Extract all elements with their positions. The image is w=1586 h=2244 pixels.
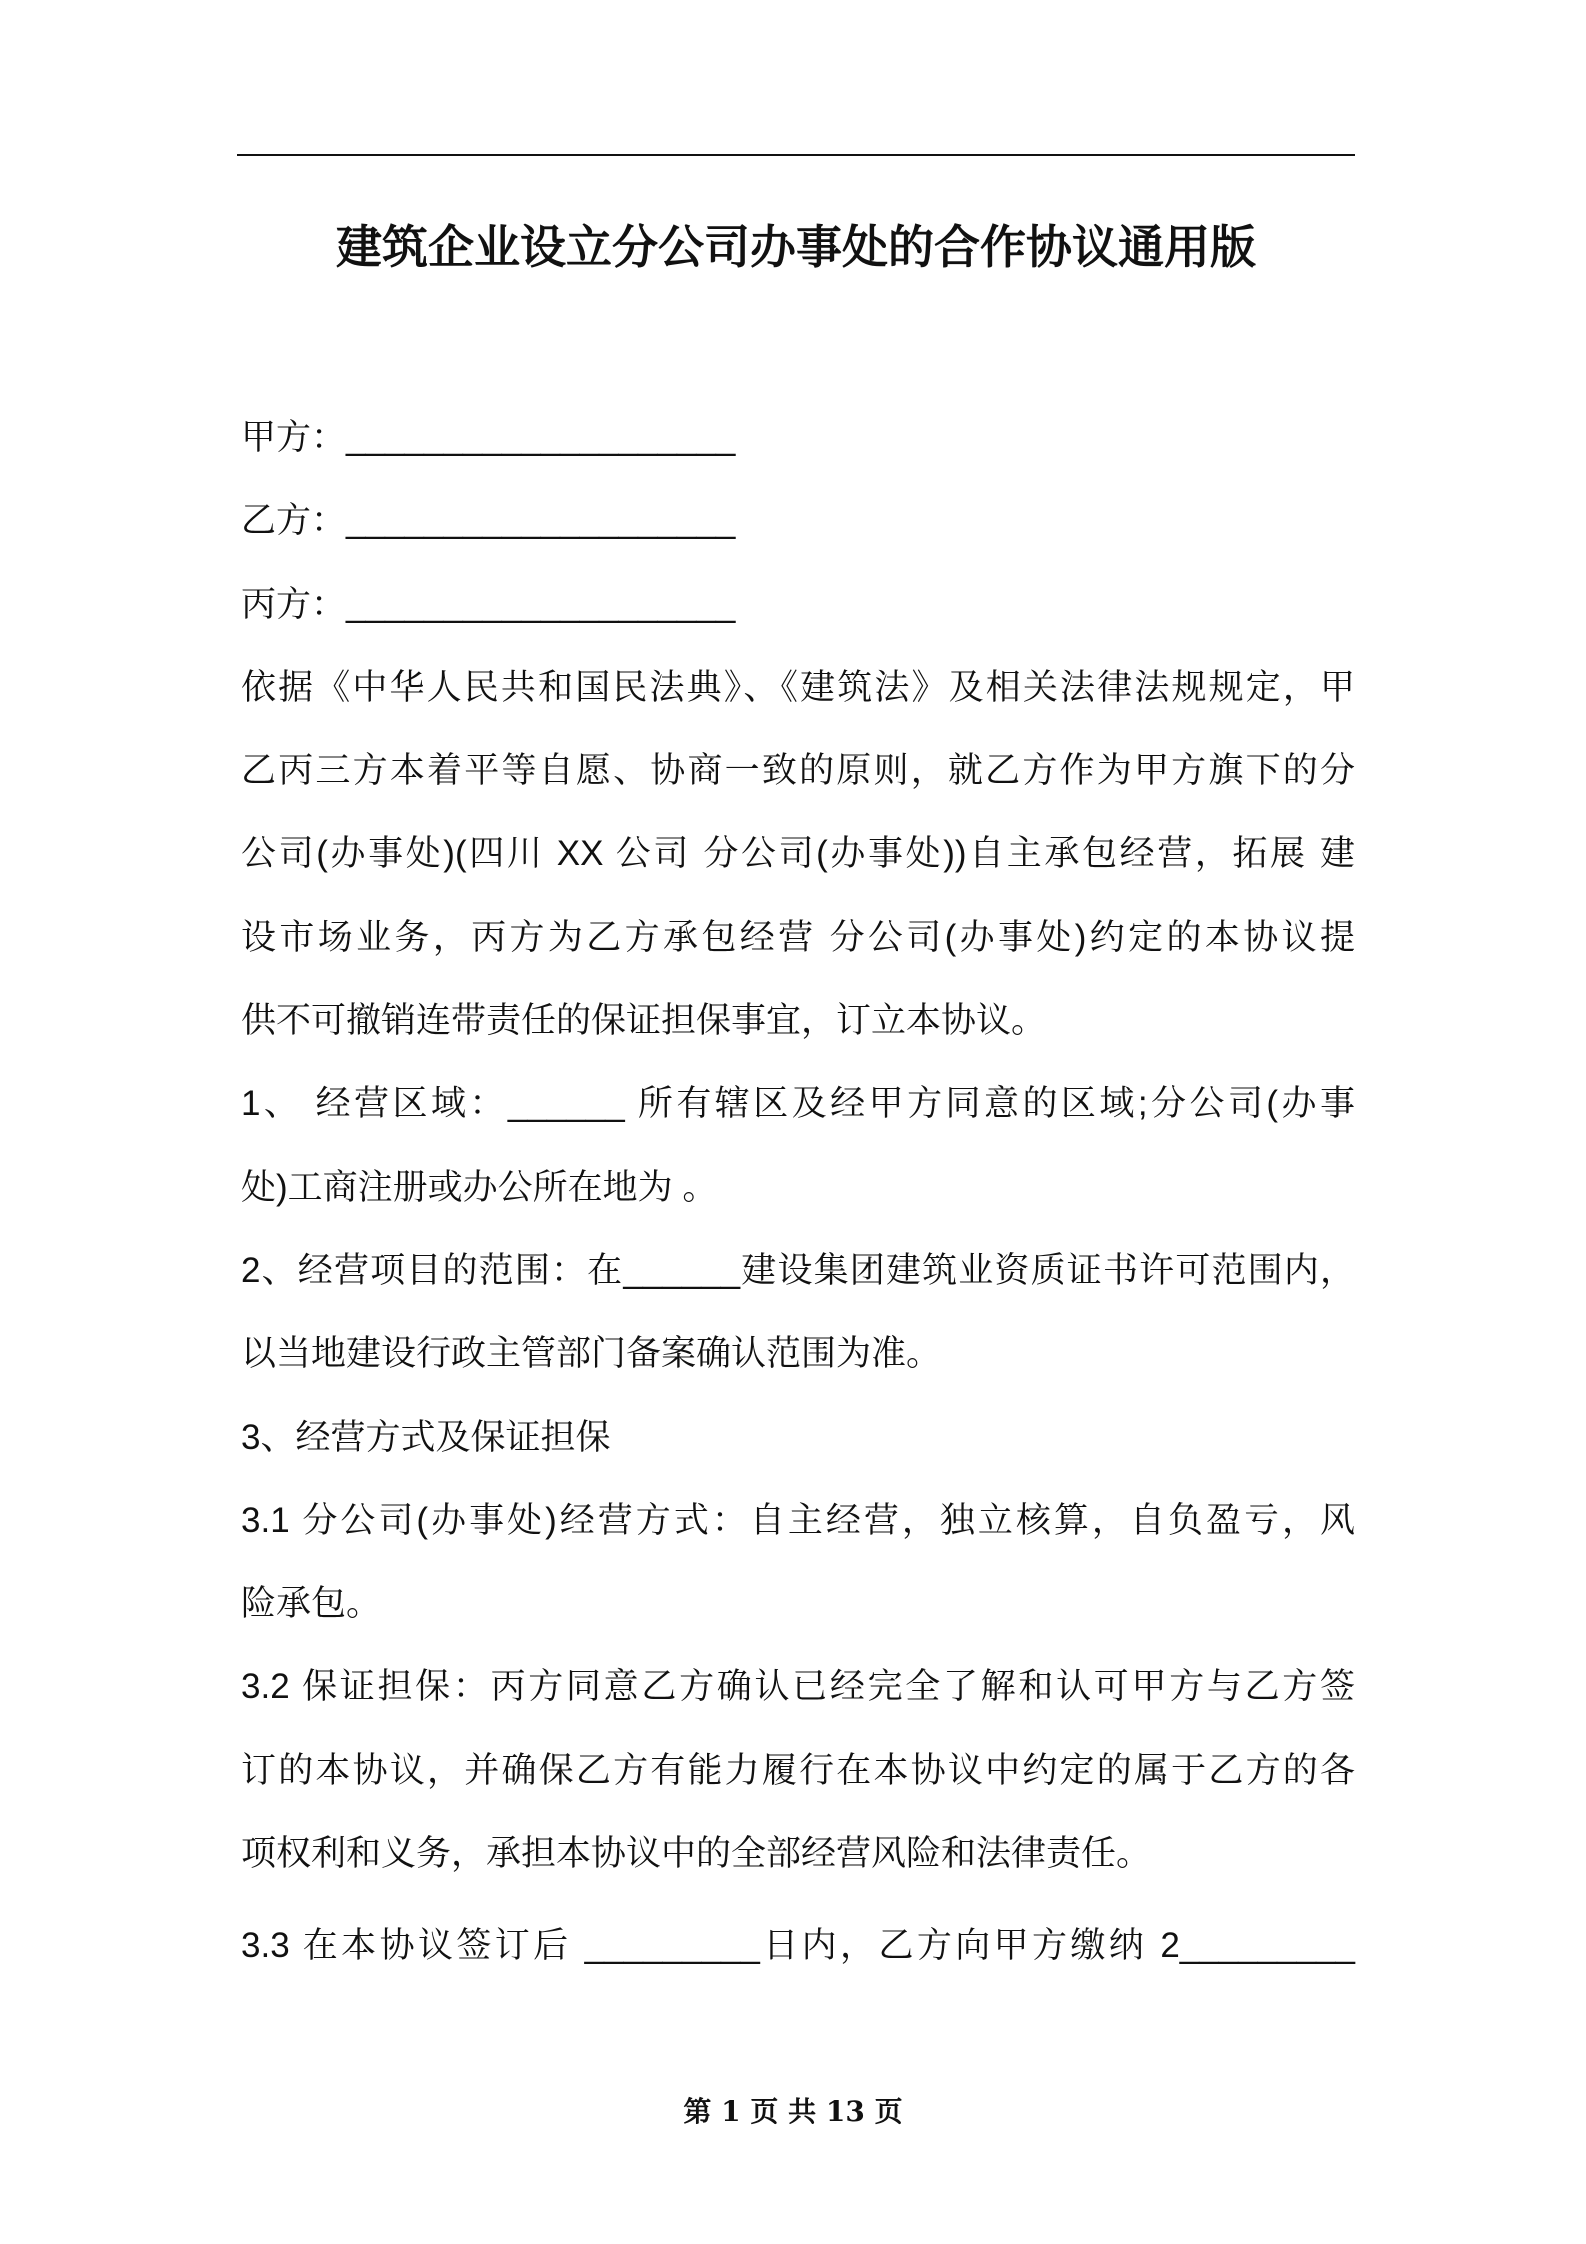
clause-3-1-line: 险承包。 — [241, 1584, 382, 1624]
clause-3-2-line: 3.2 保证担保：丙方同意乙方确认已经完全了解和认可甲方与乙方签 — [241, 1667, 1355, 1707]
header-rule — [237, 154, 1355, 156]
preamble-line: 依据《中华人民共和国民法典》、《建筑法》及相关法律法规规定，甲 — [241, 667, 1355, 707]
clause-2-paragraph — [241, 1229, 1355, 1396]
party-c-line — [241, 563, 1355, 646]
clause-1-line: 1、 经营区域：______ 所有辖区及经甲方同意的区域;分公司(办事 — [241, 1084, 1355, 1124]
clause-2-line: 以当地建设行政主管部门备案确认范围为准。 — [241, 1334, 942, 1374]
document-body — [241, 396, 1355, 1988]
party-c-label: 丙方： — [241, 584, 347, 624]
clause-3-heading — [241, 1396, 1355, 1479]
clause-3-3-line: 3.3 在本协议签订后 _________日内，乙方向甲方缴纳 2_________ — [241, 1926, 1355, 1966]
clause-3-2-line: 订的本协议，并确保乙方有能力履行在本协议中约定的属于乙方的各 — [241, 1750, 1355, 1790]
party-b-label: 乙方： — [241, 501, 347, 541]
party-a-label: 甲方： — [241, 418, 347, 457]
clause-1-paragraph — [241, 1062, 1355, 1229]
party-b-line — [241, 479, 1355, 562]
party-c-blank: ____________________ — [346, 584, 736, 624]
page-number-footer: 第 1 页 共 13 页 — [683, 2095, 903, 2128]
preamble-line: 乙丙三方本着平等自愿、协商一致的原则，就乙方作为甲方旗下的分 — [241, 751, 1355, 791]
clause-3-2-paragraph — [241, 1645, 1355, 1895]
clause-3-2-line: 项权利和义务，承担本协议中的全部经营风险和法律责任。 — [241, 1834, 1152, 1874]
preamble-line: 设市场业务，丙方为乙方承包经营 分公司(办事处)约定的本协议提 — [241, 917, 1355, 957]
party-a-blank: ____________________ — [346, 418, 736, 457]
clause-3-1-line: 3.1 分公司(办事处)经营方式：自主经营，独立核算，自负盈亏，风 — [241, 1500, 1355, 1540]
clause-3-3-paragraph — [241, 1904, 1355, 1987]
clause-3-heading-line: 3、经营方式及保证担保 — [241, 1417, 611, 1457]
clause-3-1-paragraph — [241, 1479, 1355, 1646]
clause-1-line: 处)工商注册或办公所在地为 。 — [241, 1167, 718, 1207]
party-a-line — [241, 396, 1355, 479]
preamble-line: 公司(办事处)(四川 XX 公司 分公司(办事处))自主承包经营，拓展 建 — [241, 834, 1355, 874]
preamble-paragraph — [241, 646, 1355, 1062]
party-b-blank: ____________________ — [346, 501, 736, 541]
preamble-line: 供不可撤销连带责任的保证担保事宜，订立本协议。 — [241, 1001, 1047, 1041]
document-title: 建筑企业设立分公司办事处的合作协议通用版 — [336, 220, 1256, 274]
clause-2-line: 2、经营项目的范围：在______建设集团建筑业资质证书许可范围内， — [241, 1250, 1355, 1290]
